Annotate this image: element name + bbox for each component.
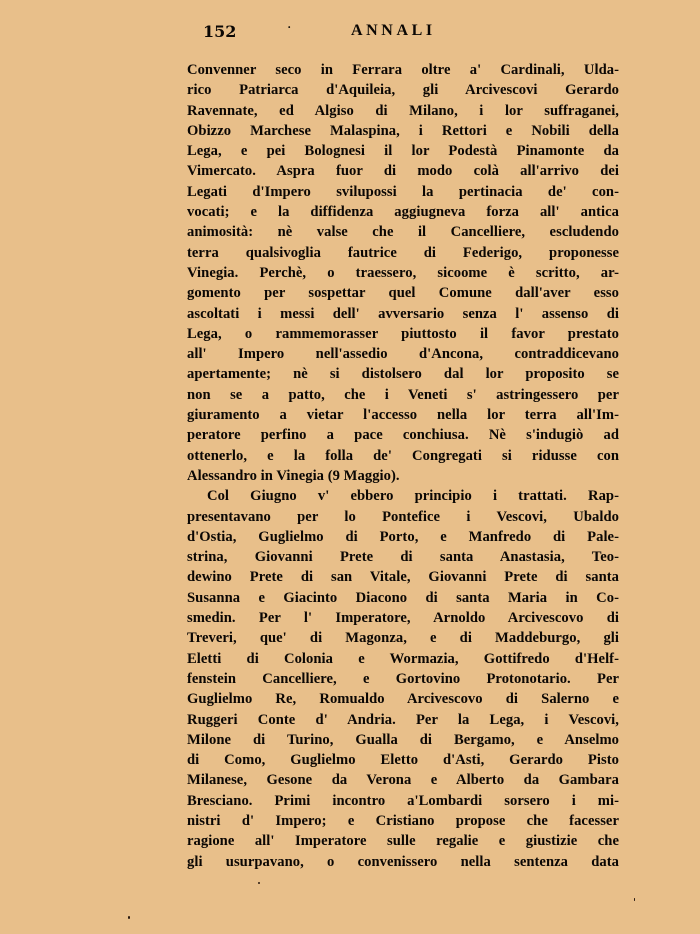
text-line: non se a patto, che i Veneti s' astringessero per [187,386,619,403]
text-line: all' Impero nell'assedio d'Ancona, contraddicevano [187,346,619,363]
text-line: Ruggeri Conte d' Andria. Per la Lega, i Vescovi, [187,711,619,728]
text-line: Vinegia. Perchè, o traessero, sicoome è scritto, ar- [187,264,619,281]
text-line: di Como, Guglielmo Eletto d'Asti, Gerardo Pisto [187,752,619,769]
paper-speck [128,916,130,919]
page-number: 152 [203,22,237,41]
running-title: ANNALI [351,22,436,39]
text-line: gomento per sospettar quel Comune dall'aver esso [187,285,619,302]
text-line: Milone di Turino, Gualla di Bergamo, e Anselmo [187,731,619,748]
text-line: ragione all' Imperatore sulle regalie e giustizie che [187,833,619,850]
paragraph-first-line: Col Giugno v' ebbero principio i trattati. Rap- [207,488,619,505]
text-line: Legati d'Impero svilupossi la pertinacia de' con- [187,183,619,200]
text-line: Milanese, Gesone da Verona e Alberto da Gambara [187,772,619,789]
body-text [187,60,619,872]
page-header [203,22,623,44]
text-line: giuramento a vietar l'accesso nella lor terra all'Im- [187,407,619,424]
text-line: ottenerlo, e la folla de' Congregati si ridusse con [187,447,619,464]
text-line: Ravennate, ed Algiso di Milano, i lor suffraganei, [187,102,619,119]
text-line: Eletti di Colonia e Wormazia, Gottifredo d'Helf- [187,650,619,667]
text-line: smedin. Per l' Imperatore, Arnoldo Arcivescovo di [187,610,619,627]
text-line: Obizzo Marchese Malaspina, i Rettori e Nobili della [187,122,619,139]
text-line: Guglielmo Re, Romualdo Arcivescovo di Salerno e [187,691,619,708]
text-line: Lega, e pei Bolognesi il lor Podestà Pinamonte da [187,143,619,160]
paragraph-last-line: Alessandro in Vinegia (9 Maggio). [187,467,400,484]
text-line: vocati; e la diffidenza aggiugneva forza all' antica [187,204,619,221]
text-line: dewino Prete di san Vitale, Giovanni Prete di santa [187,569,619,586]
text-line: fenstein Cancelliere, e Gortovino Protonotario. Per [187,670,619,687]
text-line: ascoltati i messi dell' avversario senza l' assenso di [187,305,619,322]
text-line: peratore perfino a pace conchiusa. Nè s'indugiò ad [187,427,619,444]
text-line: Vimercato. Aspra fuor di modo colà all'arrivo dei [187,163,619,180]
text-line: gli usurpavano, o convenissero nella sentenza data [187,853,619,870]
text-line: animosità: nè valse che il Cancelliere, escludendo [187,224,619,241]
text-line: strina, Giovanni Prete di santa Anastasia, Teo- [187,549,619,566]
text-line: presentavano per lo Pontefice i Vescovi, Ubaldo [187,508,619,525]
text-line: nistri d' Impero; e Cristiano propose che facesser [187,812,619,829]
text-line: Treveri, que' di Magonza, e di Maddeburgo, gli [187,630,619,647]
text-line: d'Ostia, Guglielmo di Porto, e Manfredo di Pale- [187,528,619,545]
text-line: apertamente; nè si distolsero dal lor proposito se [187,366,619,383]
text-line: Lega, o rammemorasser piuttosto il favor prestato [187,325,619,342]
text-line: Susanna e Giacinto Diacono di santa Maria in Co- [187,589,619,606]
paper-speck [258,882,260,884]
text-line: terra qualsivoglia fautrice di Federigo, proponesse [187,244,619,261]
text-line: Bresciano. Primi incontro a'Lombardi sorsero i mi- [187,792,619,809]
header-dot: · [287,20,292,36]
text-line: Convenner seco in Ferrara oltre a' Cardinali, Ulda- [187,62,619,78]
text-line: rico Patriarca d'Aquileia, gli Arcivescovi Gerardo [187,82,619,99]
paper-speck [634,898,635,901]
